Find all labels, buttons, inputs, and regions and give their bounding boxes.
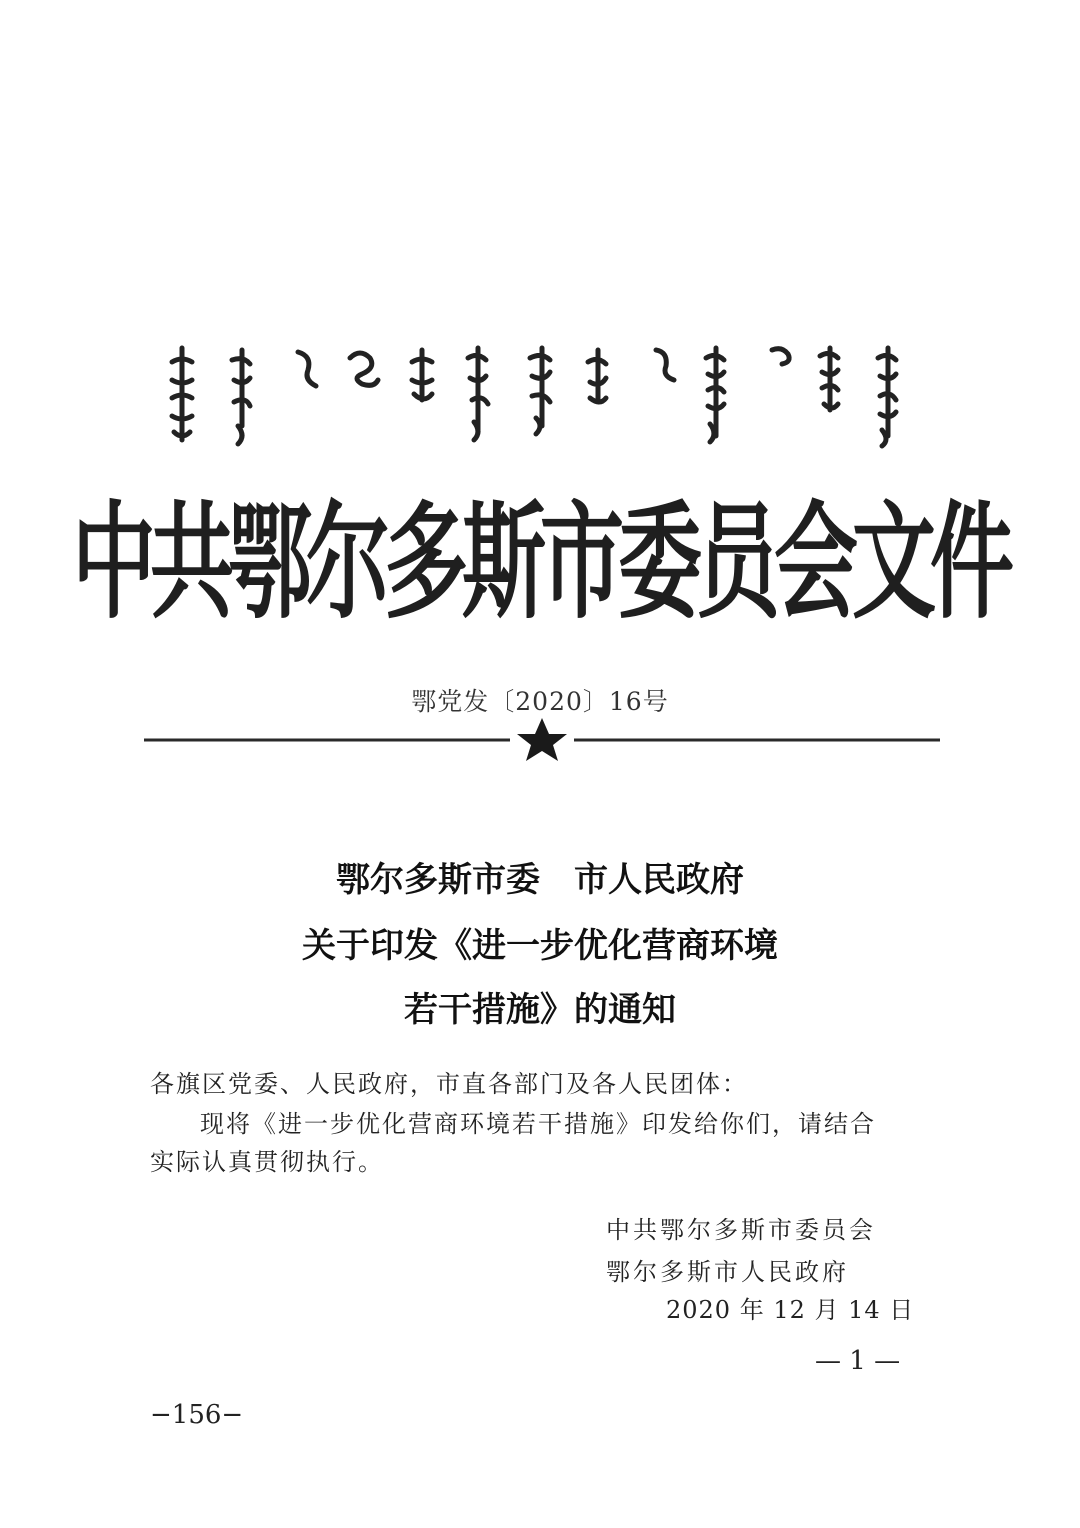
notice-title-line-3: 若干措施》的通知 (404, 990, 676, 1030)
salutation: 各旗区党委、人民政府，市直各部门及各人民团体： (150, 1070, 748, 1098)
body-paragraph-line-1: 现将《进一步优化营商环境若干措施》印发给你们，请结合 (200, 1110, 876, 1138)
document-number: 鄂党发〔2020〕16号 (411, 687, 669, 716)
page-number: — 1 — (815, 1346, 901, 1376)
compilation-page-number: −156− (150, 1400, 244, 1430)
signature-organization-2: 鄂尔多斯市人民政府 (606, 1258, 849, 1286)
notice-title-line-2: 关于印发《进一步优化营商环境 (302, 926, 778, 966)
header-divider (144, 716, 940, 762)
mongolian-script-header (150, 340, 930, 450)
body-paragraph-line-2: 实际认真贯彻执行。 (150, 1148, 384, 1176)
notice-title-line-1: 鄂尔多斯市委 市人民政府 (336, 860, 744, 900)
signature-organization-1: 中共鄂尔多斯市委员会 (606, 1216, 876, 1244)
issuing-organization-heading: 中共鄂尔多斯市委员会文件 (71, 489, 1008, 636)
signature-date: 2020 年 12 月 14 日 (666, 1296, 915, 1324)
star-icon (517, 718, 567, 761)
